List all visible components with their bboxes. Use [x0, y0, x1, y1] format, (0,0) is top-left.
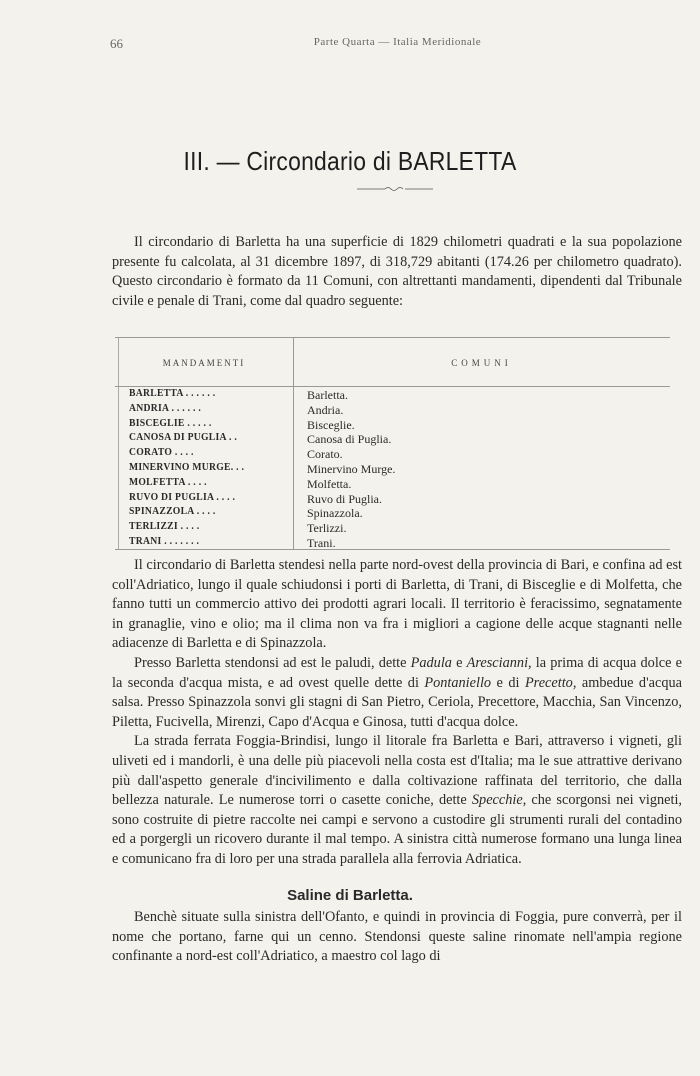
closing-text: Benchè situate sulla sinistra dell'Ofanto, e quindi in provincia di Foggia, pure converrà, per il nome che portano, farne qui un cenno. Stendonsi queste saline rinomate nell'ampia regione confinante a nord-est coll'Adriatico, a maestro col lago di — [112, 909, 682, 965]
mandamento-cell: TRANI . . . . . . . — [129, 535, 200, 547]
p2-text: , la prima di acqua dolce e la seconda d'acqua mista, e ad ovest quelle dette di — [112, 654, 682, 691]
mandamento-cell: ANDRIA . . . . . . — [129, 402, 202, 414]
section-subtitle: Saline di Barletta. — [287, 887, 413, 904]
table-row — [115, 521, 670, 536]
comune-cell: Minervino Murge. — [307, 461, 396, 476]
p2-text: e di — [491, 674, 525, 691]
mandamento-cell: RUVO DI PUGLIA . . . . — [129, 491, 236, 503]
p2-text: , ambedue d'acqua salsa. Presso Spinazzola sonvi gli stagni di San Pietro, Ceriola, Precettore, Macchia, San Vincenzo, Piletta, Fucivella, Mirenzi, Capo d'Acqua e Ginosa, tutti d'acqua dolce. — [112, 674, 682, 730]
body-text — [112, 556, 682, 870]
mandamento-cell: BISCEGLIE . . . . . — [129, 417, 212, 429]
page-number: 66 — [110, 36, 123, 51]
table-row — [115, 506, 670, 521]
table-row — [115, 447, 670, 462]
paragraph-1: Il circondario di Barletta stendesi nella parte nord-ovest della provincia di Bari, e confina ad est coll'Adriatico, lungo il quale schiudonsi i porti di Barletta, di Trani, di Bisceglie e di Molfetta, che fanno tutti un commercio attivo dei prodotti agrari locali. Il territorio è feracissimo, segnatamente in granaglie, vino e olio; ma il clima non va fra i migliori a cagione delle acque stagnanti nelle adiacenze di Barletta e di Spinazzola. — [112, 557, 682, 652]
table-row — [115, 536, 670, 551]
mandamento-cell: MOLFETTA . . . . — [129, 476, 207, 488]
comune-cell: Terlizzi. — [307, 521, 347, 536]
table-row — [115, 418, 670, 433]
comune-cell: Barletta. — [307, 388, 348, 402]
table-row — [115, 477, 670, 492]
comune-cell: Molfetta. — [307, 476, 352, 491]
mandamenti-table — [115, 337, 670, 550]
table-row — [115, 403, 670, 418]
closing-paragraph — [112, 908, 682, 967]
p3-italic-specchie: Specchie — [471, 792, 523, 809]
p2-text: Presso Barletta stendonsi ad est le paludi, dette — [134, 654, 411, 671]
p3-text: , che scorgonsi nei vigneti, sono costruite di pietre raccolte nei campi e servono a custodire gli strumenti rurali del contadino ed a porgergli un ricovero durante il mal tempo. A sinistra città numerose formano una lunga linea e comunicano fra di loro per una strada parallela alla ferrovia Adriatica. — [112, 792, 682, 867]
col-header-comuni: COMUNI — [451, 358, 512, 368]
comune-cell: Spinazzola. — [307, 506, 363, 521]
table-row — [115, 432, 670, 447]
col-header-mandamenti: MANDAMENTI — [162, 358, 246, 368]
table-body — [115, 388, 670, 551]
mandamento-cell: CANOSA DI PUGLIA . . — [129, 432, 238, 444]
running-title: Parte Quarta — Italia Meridionale — [313, 36, 482, 48]
mandamento-cell: TERLIZZI . . . . — [129, 521, 200, 533]
chapter-title: III. — Circondario di BARLETTA — [183, 146, 517, 176]
p2-italic-pontaniello: Pontaniello — [424, 674, 492, 691]
comune-cell: Canosa di Puglia. — [307, 432, 392, 447]
table-header — [115, 338, 670, 387]
ornament-divider — [355, 185, 435, 193]
mandamento-cell: BARLETTA . . . . . . — [129, 388, 216, 399]
mandamento-cell: SPINAZZOLA . . . . — [129, 506, 216, 518]
paragraph-2 — [112, 654, 682, 732]
intro-paragraph — [112, 233, 682, 311]
comune-cell: Bisceglie. — [307, 417, 355, 432]
p3-text: La strada ferrata Foggia-Brindisi, lungo il litorale fra Barletta e Bari, attraverso i vigneti, gli uliveti ed i mandorli, è una delle più piacevoli nella costa est d'Italia; ma le sue attrattive derivano più dall'aspetto generale d'incivilimento e dalla coltivazione raffinata del territorio, che dalla bellezza naturale. Le numerose torri o casette coniche, dette — [112, 733, 682, 809]
p2-italic-precetto: Precetto — [524, 674, 573, 691]
comune-cell: Corato. — [307, 447, 343, 462]
mandamento-cell: CORATO . . . . — [129, 447, 194, 459]
paragraph-3 — [112, 732, 682, 869]
p2-text: e — [451, 654, 467, 671]
p2-italic-arescianni: Arescianni — [466, 654, 529, 671]
comune-cell: Andria. — [307, 402, 344, 417]
intro-text: Il circondario di Barletta ha una superficie di 1829 chilometri quadrati e la sua popolazione presente fu calcolata, al 31 dicembre 1897, di 318,729 abitanti (174.26 per chilometro quadrato). Questo circondario è formato da 11 Comuni, con altrettanti mandamenti, dipendenti dal Tribunale civile e penale di Trani, come dal quadro seguente: — [112, 234, 682, 309]
table-row — [115, 462, 670, 477]
comune-cell: Ruvo di Puglia. — [307, 491, 383, 506]
comune-cell: Trani. — [307, 535, 336, 550]
p2-italic-padula: Padula — [410, 654, 452, 671]
mandamento-cell: MINERVINO MURGE. . . — [129, 461, 245, 473]
table-row — [115, 388, 670, 403]
table-row — [115, 492, 670, 507]
